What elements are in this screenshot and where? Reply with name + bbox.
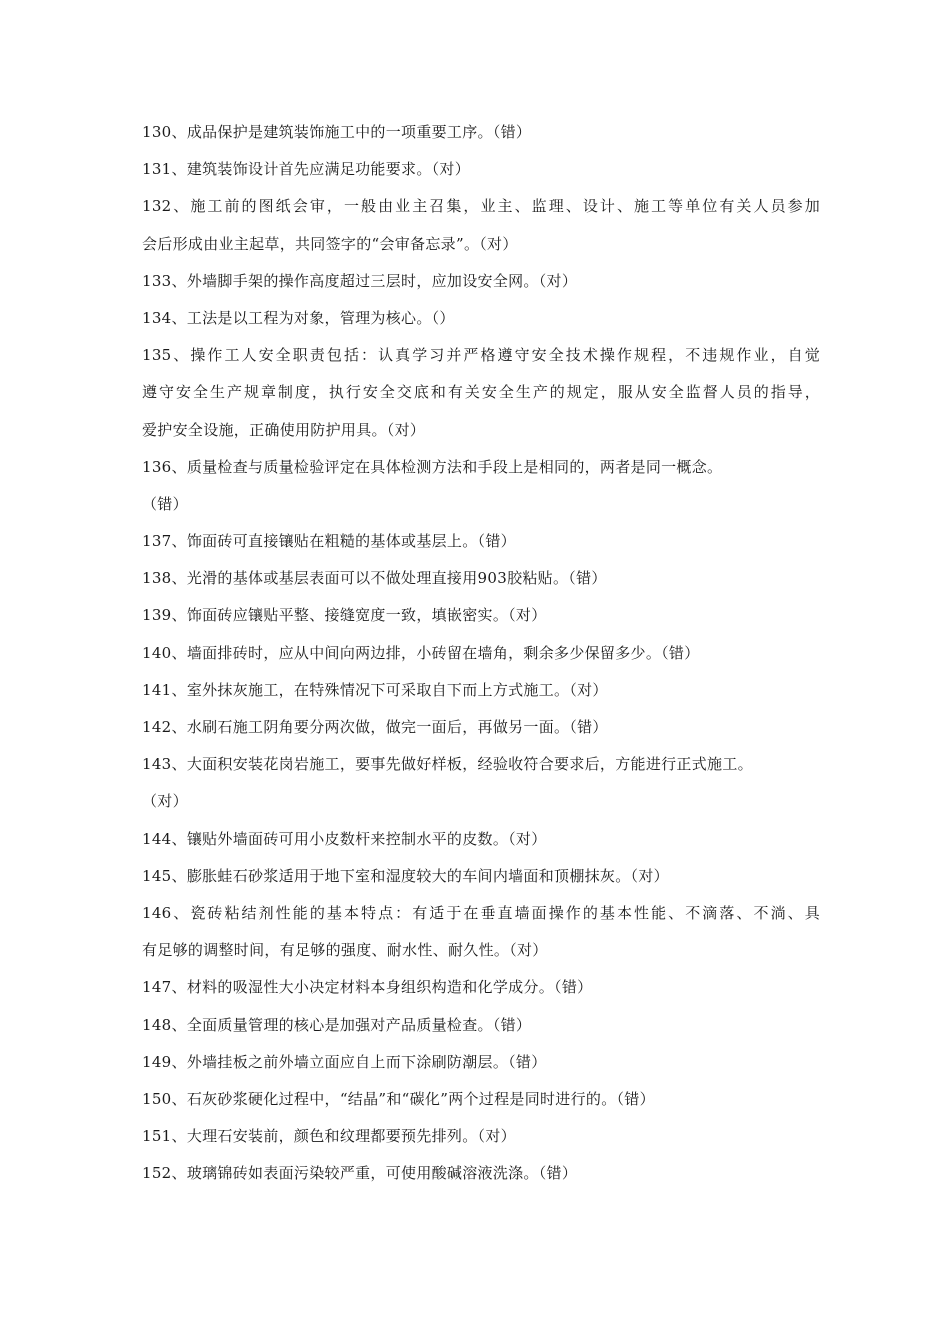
- text-line: 132、施工前的图纸会审，一般由业主召集，业主、监理、设计、施工等单位有关人员参加: [142, 197, 820, 216]
- text-line: 134、工法是以工程为对象，管理为核心。（）: [142, 308, 455, 327]
- text-line: 147、材料的吸湿性大小决定材料本身组织构造和化学成分。（错）: [142, 978, 593, 997]
- text-line: 遵守安全生产规章制度，执行安全交底和有关安全生产的规定，服从安全监督人员的指导，: [142, 383, 820, 402]
- text-line: 有足够的调整时间，有足够的强度、耐水性、耐久性。（对）: [142, 941, 548, 960]
- text-line: 146、瓷砖粘结剂性能的基本特点：有适于在垂直墙面操作的基本性能、不滴落、不淌、具: [142, 903, 820, 922]
- text-line: （对）: [142, 792, 188, 811]
- text-line: 150、石灰砂浆硬化过程中，“结晶”和“碳化”两个过程是同时进行的。（错）: [142, 1089, 655, 1108]
- text-line: 131、建筑装饰设计首先应满足功能要求。（对）: [142, 160, 471, 179]
- text-line: 会后形成由业主起草，共同签字的“会审备忘录”。（对）: [142, 234, 518, 253]
- text-line: 133、外墙脚手架的操作高度超过三层时，应加设安全网。（对）: [142, 271, 578, 290]
- text-line: 152、玻璃锦砖如表面污染较严重，可使用酸碱溶液洗涤。（错）: [142, 1164, 578, 1183]
- text-line: 138、光滑的基体或基层表面可以不做处理直接用903胶粘贴。（错）: [142, 569, 607, 588]
- text-line: 148、全面质量管理的核心是加强对产品质量检查。（错）: [142, 1015, 532, 1034]
- text-line: 141、室外抹灰施工，在特殊情况下可采取自下而上方式施工。（对）: [142, 680, 608, 699]
- text-line: 143、大面积安装花岗岩施工，要事先做好样板，经验收符合要求后，方能进行正式施工。: [142, 755, 753, 774]
- text-line: 145、膨胀蛙石砂浆适用于地下室和湿度较大的车间内墙面和顶棚抹灰。（对）: [142, 866, 669, 885]
- text-line: 139、饰面砖应镶贴平整、接缝宽度一致，填嵌密实。（对）: [142, 606, 547, 625]
- text-line: 149、外墙挂板之前外墙立面应自上而下涂刷防潮层。（错）: [142, 1052, 547, 1071]
- text-line: 爱护安全设施，正确使用防护用具。（对）: [142, 420, 426, 439]
- text-line: 142、水刷石施工阴角要分两次做，做完一面后，再做另一面。（错）: [142, 718, 608, 736]
- text-line: 130、成品保护是建筑装饰施工中的一项重要工序。（错）: [142, 123, 532, 141]
- text-line: 140、墙面排砖时，应从中间向两边排，小砖留在墙角，剩余多少保留多少。（错）: [142, 643, 700, 662]
- text-line: 151、大理石安装前，颜色和纹理都要预先排列。（对）: [142, 1127, 516, 1146]
- text-line: 136、质量检查与质量检验评定在具体检测方法和手段上是相同的，两者是同一概念。: [142, 457, 723, 476]
- text-line: （错）: [142, 494, 188, 513]
- text-line: 137、饰面砖可直接镶贴在粗糙的基体或基层上。（错）: [142, 532, 516, 551]
- text-line: 135、操作工人安全职责包括：认真学习并严格遵守安全技术操作规程，不违规作业，自觉: [142, 346, 820, 365]
- text-line: 144、镶贴外墙面砖可用小皮数杆来控制水平的皮数。（对）: [142, 829, 547, 848]
- document-page: [142, 114, 820, 1192]
